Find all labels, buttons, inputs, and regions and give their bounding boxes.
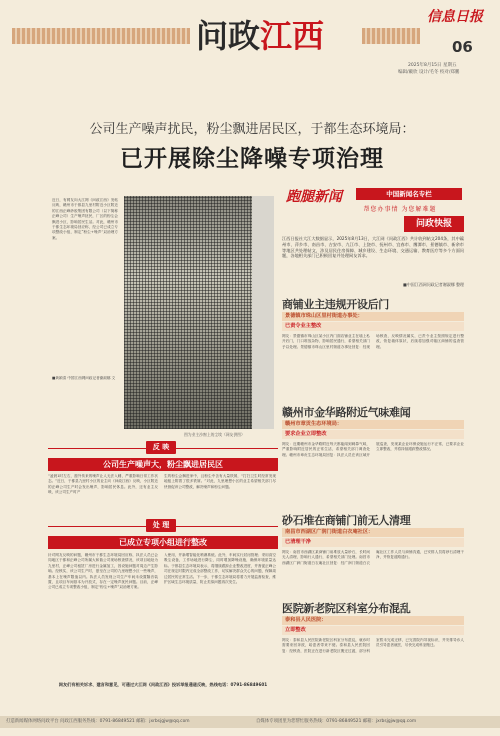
bottom-bar-left: 打造新闻媒体网络问政平台 问政江西服务热线：0791-86849521 邮箱：jxrbsjgjw@qq.com — [0, 716, 250, 728]
intro-byline: ■中国江西网问政记者谢淑娜 整理 — [402, 282, 464, 287]
fanying-headline: 公司生产噪声大，粉尘飘进居民区 — [48, 458, 278, 471]
news-1-title: 商铺业主违规开设后门 — [282, 298, 389, 311]
chuli-text-left: 针对网友反映的问题，赣州市于都生态环境局回应称，执法人员已会同地区于都和正峰公司所属大和谐公司现场核查情况，该项目地址为九里村，正峰公司租赁厂房进行金属加工，因设施问题对周边产生影响。经核实，该公司生产时，夏至在公司的九里理想小区一些噪声，基本上在噪声限值以内。执法人员发现公司生产车间未设置隔音装置，且项目车间基本为开放式，存在一定噪声扰民问题。目前，正峰公司已成立专项整改小组，制定“粉尘+噪声”双治理方案。 — [48, 553, 158, 590]
header — [0, 0, 500, 80]
news-1-text: 网友：景德镇市珠山区某小区内门面店铺业主在墙上私开后门，门口堆放杂物，影响居民通行，希望相关部门予以处理。景德镇市珠山区里村街道办事处回复：经现场核查，反映情况属实，已责令业主按照规定进行整改，恢复墙体原状，后续将加强对辖区商铺的巡查管理。 — [282, 334, 464, 349]
news-2-title: 赣州市金华路附近气味难闻 — [282, 406, 411, 419]
section-title — [196, 16, 324, 56]
chuli-headline: 已成立专项小组进行整改 — [48, 536, 278, 549]
sidebar-byline: ■黄颖清 中国江西网问政记者谢淑娜 文 — [52, 376, 116, 380]
intro-text: 江西日报社大江大数据显示，2025年8月13日，大江网《问政江西》共计收到帖文204条，其中赣州市、萍乡市、南昌市、吉安市、九江市、上饶市、抚州市、宜春市、鹰潭市、景德镇市、新余市等地区共处理帖文，涉及居民住房保障、城乡建设、生态环境、交通运输、教育医疗等多个方面问题，各地相关部门已积极回复并处理网友诉求。 — [282, 236, 464, 259]
fanying-badge: 反 映 — [146, 441, 176, 454]
header-stripe-left — [12, 28, 190, 44]
news-4-text: 网友：泰和县人民医院新老院区科室分布混乱，就诊时需要来回奔波，给患者带来不便。泰和县人民医院回复：经核查，医院正在进行新老院区搬迁过渡，部分科室暂未完成迁移，已完善院内导视标识，并安排导诊人员引导患者就医，尽快完成科室搬迁。 — [282, 638, 464, 653]
news-4-region: 泰和县人民医院： — [282, 616, 464, 625]
news-slogan: 帮您办事情 为您解难题 — [363, 206, 437, 213]
sidebar-text: 近日，有网友向大江网《问政江西》发帖反映，赣州市于都县九里村附近小区附近的江西正峰砂胶集团有限公司（以下简称正峰公司）生产噪声扰民，厂区的粉尘会飘进小区，影响居民生活。对此，赣州市于都生态环境局回应称，经公司已成立专项整改小组，制定“粉尘+噪声”双治理方案。 — [52, 198, 118, 240]
window-screen-photo — [124, 196, 274, 429]
news-3-title: 砂石堆在商铺门前无人清理 — [282, 514, 411, 527]
news-4-reply: 立即整改 — [282, 626, 464, 635]
news-3-region: 南昌市西湖区广润门街道白衣庵社区： — [282, 528, 464, 537]
news-tag: 中国新闻名专栏 — [356, 188, 462, 200]
news-3-reply: 已清理干净 — [282, 538, 464, 547]
news-1-reply: 已责令业主整改 — [282, 322, 464, 331]
news-2-region: 赣州市章贡生态环境局： — [282, 420, 464, 429]
news-3-text: 网友：南昌市西湖区某商铺门前堆放大量砂石，长时间无人清理，影响行人通行，希望相关部门处理。南昌市西湖区广润门街道白衣庵社区回复：经广润门街道白衣庵社区工作人员与商铺沟通，已安排人员将砂石清理干净，并恢复道路通行。 — [282, 550, 464, 565]
page-number: 06 — [452, 38, 473, 56]
chuli-badge: 处 理 — [146, 519, 176, 532]
news-4-title: 医院新老院区科室分布混乱 — [282, 602, 411, 615]
header-stripe-right — [362, 28, 420, 44]
photo-caption: 图为业主沙窗上的尘埃（网友供图） — [184, 432, 245, 437]
news-2-text: 网友：近期赣州市金华路附近每天都能闻到刺鼻气味，严重影响附近居民的正常生活，希望相关部门调查处理。赣州市章贡生态环境局回复：执法人员在该区域开展巡查，发现某企业环保设施运行不正常，已要求企业立即整改，并将持续跟踪整改情况。 — [282, 442, 464, 457]
article-title: 已开展除尘降噪专项治理 — [120, 146, 384, 172]
brand-logo: 信息日报 — [427, 9, 483, 25]
section-title-b: 江西 — [260, 17, 325, 55]
news-logo: 跑腿新闻 — [286, 189, 342, 205]
news-1-region: 景德镇市珠山区里村街道办事处： — [282, 312, 464, 321]
quick-report: 问政快报 — [404, 216, 464, 232]
window-frame — [252, 196, 274, 429]
editors-line: 编辑/戴欣 设计/毛冬 校对/郑鹏 — [398, 70, 460, 75]
article-subtitle: 公司生产噪声扰民，粉尘飘进居民区，于都生态环境局： — [89, 122, 415, 137]
fanying-text-right: 生的粉尘会飘进家中，且粉尘中含有大量铁屑，“打扫卫生时经常发现地板上附着了很多铁屑。”对此，九里理想小区的业主希望相关部门尽快督促该公司整改，解决噪声和粉尘问题。 — [164, 474, 276, 489]
date-line: 2025年8月15日 星期五 — [408, 63, 457, 68]
bottom-bar-right: 自媒体专项团里为您帮忙服务热线：0791-86849521 邮箱：jxrbsjgjw@qq.com — [250, 716, 500, 728]
fanying-text-left: “凌晨1时左右，窗外传来的噪声让人无法入睡，严重影响日常工作状态。”近日，于都县九里村小区的业主向《问政江西》反映，小区附近的正峰公司生产时会发出噪声，影响居民休息。此外，还有业主反映，该公司生产时产 — [48, 474, 158, 495]
news-2-reply: 要求企业立即整改 — [282, 430, 464, 439]
footer-note: 网友们有相关诉求、建言和意见，可通过大江网《问政江西》投诉举报通道反映，热线电话：0791-86849601 — [58, 682, 268, 687]
section-title-a: 问政 — [196, 17, 261, 55]
chuli-text-right: 入使用，并新增智能化喷淋系统。此外，车间实行封闭管理；采用高空吸尘设备，工作场地进行降尘，同时增加降噪设施，确保环境质量达标。于都县生态环境局表示，将继续跟踪企业整改进度，并督促正峰公司在规定时限内完成全部整改工作，切实解决群众关心的问题，保障周边居民的正常生活。下一步，于都生态环境局将着力开展监督检查，维护区域生态环境质量，防止类似问题再次发生。 — [164, 553, 276, 585]
